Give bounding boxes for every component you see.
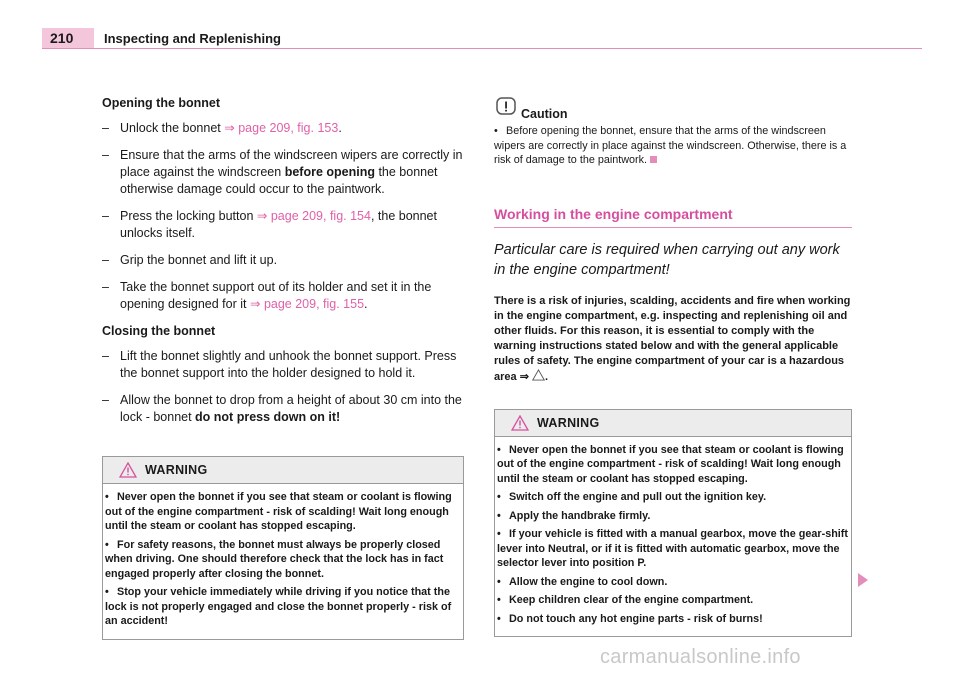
step-grip: – Grip the bonnet and lift it up. [102, 253, 278, 267]
warning-item: • Do not touch any hot engine parts - risk of burns! [497, 612, 763, 625]
step-lift: – Lift the bonnet slightly and unhook the bonnet support. Press the bonnet support into the holder designed to hold it. [102, 349, 457, 380]
page-link[interactable]: page 209, fig. 154 [270, 209, 371, 223]
warning-item: • Never open the bonnet if you see that steam or coolant is flowing out of the engine compartment - risk of scalding! Wait long enough until the steam or coolant has stopped escaping. [497, 443, 844, 485]
warning-item: • If your vehicle is fitted with a manual gearbox, move the gear-shift lever into Neutral, or if it is fitted with automatic gearbox, move the selector lever into position P. [497, 528, 848, 569]
warning-item: • Keep children clear of the engine compartment. [497, 594, 754, 606]
ref-arrow-icon: ⇒ [224, 121, 235, 135]
page-number: 210 [42, 28, 94, 48]
page-link[interactable]: page 209, fig. 155 [263, 297, 365, 311]
closing-title: Closing the bonnet [102, 324, 216, 338]
ref-arrow-icon: ⇒ [519, 370, 529, 383]
warning-label: WARNING [145, 463, 208, 477]
continue-arrow-icon [858, 573, 868, 587]
warning-item: • For safety reasons, the bonnet must always be properly closed when driving. One should therefore check that the lock has in fact engaged properly after closing the bonnet. [105, 538, 444, 580]
chapter-title: Inspecting and Replenishing [104, 31, 281, 46]
warning-triangle-icon [532, 369, 545, 381]
step-press-button: – Press the locking button ⇒ page 209, fig. 154, the bonnet unlocks itself. [102, 209, 437, 240]
warning-body [495, 437, 851, 637]
warning-triangle-icon [511, 415, 529, 431]
warning-item: • Switch off the engine and pull out the ignition key. [497, 491, 767, 503]
section-intro: Particular care is required when carrying out any work in the engine compartment! [494, 241, 840, 278]
ref-arrow-icon: ⇒ [249, 297, 261, 311]
caution-exclamation-icon [496, 97, 516, 117]
step-wipers: – Ensure that the arms of the windscreen wipers are correctly in place against the windscreen before opening the bonnet otherwise damage could occur to the paintwork. [102, 148, 463, 196]
page-link[interactable]: page 209, fig. 153 [238, 121, 339, 135]
warning-header [103, 457, 463, 484]
section-body: There is a risk of injuries, scalding, accidents and fire when working in the engine compartment, e.g. inspecting and replenishing oil and other fluids. For this reason, it is essential to comply with the warning instructions stated below and with the general applicable rules of safety. The engine compartment of your car is a hazardous area ⇒ . [494, 294, 851, 383]
warning-box [494, 409, 852, 638]
warning-item: • Stop your vehicle immediately while driving if you notice that the lock is not properly engaged and close the bonnet properly - risk of an accident! [105, 586, 452, 627]
section-title: Working in the engine compartment [494, 206, 852, 228]
ref-arrow-icon: ⇒ [256, 209, 268, 223]
warning-header [495, 410, 851, 437]
warning-label: WARNING [537, 415, 600, 430]
page-header [42, 28, 922, 49]
warning-body [103, 484, 463, 639]
caution-label: Caution [521, 107, 568, 121]
warning-triangle-icon [119, 462, 137, 478]
caution-header [494, 102, 852, 120]
caution-text: • Before opening the bonnet, ensure that the arms of the windscreen wipers are correctly in place against the windscreen. Otherwise, there is a risk of damage to the paintwork. [494, 125, 847, 166]
end-mark-icon [650, 156, 657, 163]
step-drop: – Allow the bonnet to drop from a height of about 30 cm into the lock - bonnet do not press down on it! [102, 393, 462, 424]
watermark: carmanualsonline.info [600, 646, 801, 668]
right-column [494, 102, 852, 637]
left-column [102, 95, 464, 640]
step-unlock: – Unlock the bonnet ⇒ page 209, fig. 153. [102, 121, 342, 135]
warning-item: • Apply the handbrake firmly. [497, 509, 651, 522]
warning-item: • Never open the bonnet if you see that steam or coolant is flowing out of the engine compartment - risk of scalding! Wait long enough until the steam or coolant has stopped escaping. [105, 491, 452, 532]
opening-title: Opening the bonnet [102, 96, 221, 110]
warning-item: • Allow the engine to cool down. [497, 575, 668, 588]
warning-box [102, 456, 464, 640]
step-support: – Take the bonnet support out of its holder and set it in the opening designed for it ⇒ page 209, fig. 155. [102, 280, 432, 311]
